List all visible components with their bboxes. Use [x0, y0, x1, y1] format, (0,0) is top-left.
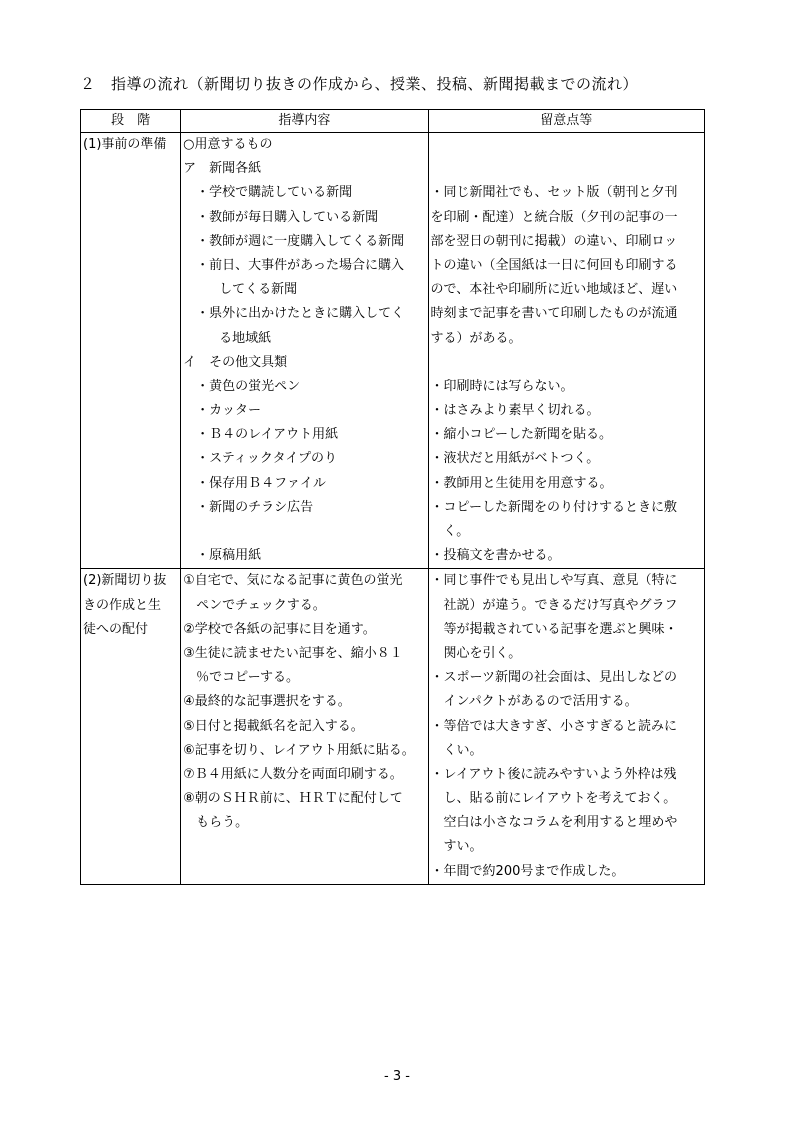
content-line: ①自宅で、気になる記事に黄色の蛍光 — [183, 573, 403, 589]
content-line: ・学校で購読している新聞 — [196, 185, 353, 201]
spacer — [431, 133, 704, 157]
notes-cell — [428, 569, 704, 884]
note-line: ・投稿文を書かせる。 — [430, 548, 561, 564]
note-line: 社説）が違う。できるだけ写真やグラフ — [443, 597, 678, 613]
content-line: ・教師が毎日購入している新聞 — [196, 209, 379, 225]
note-line: 部を翌日の朝刊に掲載）の違い、印刷ロッ — [430, 233, 678, 249]
stage-text: 徒への配付 — [83, 621, 149, 637]
table-row — [81, 569, 705, 884]
spacer — [431, 157, 704, 181]
note-line: を印刷・配達）と統合版（夕刊の記事の一 — [430, 209, 678, 225]
content-line: ・原稿用紙 — [196, 548, 262, 564]
content-line: ・県外に出かけたときに購入してく — [196, 306, 405, 322]
content-line: ④最終的な記事選択をする。 — [183, 694, 351, 710]
page-number: - 3 - — [384, 1069, 410, 1084]
content-cell — [181, 569, 428, 884]
content-line: ア 新聞各紙 — [183, 161, 262, 177]
content-line: ⑧朝のＳＨＲ前に、ＨＲＴに配付して — [183, 791, 403, 807]
content-line: ③生徒に読ませたい記事を、縮小８１ — [183, 645, 403, 661]
content-line: ⑥記事を切り、レイアウト用紙に貼る。 — [183, 742, 415, 758]
content-line: もらう。 — [196, 815, 249, 831]
note-line: 時刻まで記事を書いて印刷したものが流通 — [430, 306, 678, 322]
content-line: イ その他文具類 — [183, 354, 288, 370]
note-line: ・縮小コピーした新聞を貼る。 — [430, 427, 613, 443]
content-line: してくる新聞 — [219, 282, 298, 298]
note-line: ・印刷時には写らない。 — [430, 378, 574, 394]
note-line: く。 — [443, 524, 470, 539]
header-notes: 留意点等 — [428, 110, 704, 133]
section-heading: ２ 指導の流れ（新聞切り抜きの作成から、授業、投稿、新聞掲載までの流れ） — [80, 75, 639, 93]
stage-text: きの作成と生 — [83, 597, 162, 613]
content-cell — [181, 133, 428, 569]
content-line: ・スティックタイプのり — [196, 451, 337, 467]
stage-cell — [81, 133, 181, 569]
content-line: ペンでチェックする。 — [196, 597, 326, 613]
note-line: ・同じ事件でも見出しや写真、意見（特に — [430, 573, 678, 589]
note-line: くい。 — [443, 742, 483, 758]
stage-text: (2)新聞切り抜 — [83, 573, 167, 589]
content-line: ・前日、大事件があった場合に購入 — [196, 257, 405, 273]
note-line: 等が掲載されている記事を選ぶと興味・ — [443, 621, 678, 637]
note-line: 関心を引く。 — [443, 645, 522, 661]
content-line: ⑤日付と掲載紙名を記入する。 — [183, 718, 364, 734]
stage-text: (1)事前の準備 — [83, 137, 167, 152]
note-line: ・スポーツ新聞の社会面は、見出しなどの — [430, 670, 678, 686]
content-line: ②学校で各紙の記事に目を通す。 — [183, 621, 376, 637]
content-line: ・Ｂ４のレイアウト用紙 — [196, 427, 339, 443]
content-line: ・カッター — [196, 403, 262, 419]
spacer — [431, 351, 704, 375]
guidance-table — [80, 109, 705, 885]
content-line: ・黄色の蛍光ペン — [196, 378, 301, 394]
note-line: し、貼る前にレイアウトを考えておく。 — [443, 791, 677, 807]
content-line: ○用意するもの — [183, 137, 273, 152]
note-line: すい。 — [443, 839, 483, 855]
header-stage: 段 階 — [81, 110, 181, 133]
note-line: 空白は小さなコラムを利用すると埋めや — [443, 815, 678, 831]
content-line: ・保存用Ｂ４ファイル — [196, 475, 326, 491]
note-line: ・コピーした新聞をのり付けするときに敷 — [430, 499, 678, 515]
content-line: ％でコピーする。 — [196, 670, 299, 686]
note-line: ・はさみより素早く切れる。 — [430, 403, 600, 419]
note-line: トの違い（全国紙は一日に何回も印刷する — [430, 257, 678, 273]
notes-cell — [428, 133, 704, 569]
content-line: ・新聞のチラシ広告 — [196, 499, 314, 515]
content-line: ⑦Ｂ４用紙に人数分を両面印刷する。 — [183, 766, 403, 782]
note-line: インパクトがあるので活用する。 — [443, 694, 638, 710]
content-line: る地域紙 — [219, 330, 272, 346]
note-line: ・等倍では大きすぎ、小さすぎると読みに — [430, 718, 678, 734]
stage-cell — [81, 569, 181, 884]
table-row — [81, 133, 705, 569]
table-header-row — [81, 110, 705, 133]
note-line: する）がある。 — [430, 330, 522, 346]
note-line: ・教師用と生徒用を用意する。 — [430, 475, 613, 491]
content-line: ・教師が週に一度購入してくる新聞 — [196, 233, 405, 249]
note-line: ・年間で約200号まで作成した。 — [430, 863, 625, 879]
note-line: ので、本社や印刷所に近い地域ほど、遅い — [430, 282, 678, 298]
spacer — [183, 520, 427, 544]
header-content: 指導内容 — [181, 110, 428, 133]
note-line: ・レイアウト後に読みやすいよう外枠は残 — [430, 766, 677, 782]
note-line: ・液状だと用紙がベトつく。 — [430, 451, 600, 467]
note-line: ・同じ新聞社でも、セット版（朝刊と夕刊 — [430, 185, 678, 201]
